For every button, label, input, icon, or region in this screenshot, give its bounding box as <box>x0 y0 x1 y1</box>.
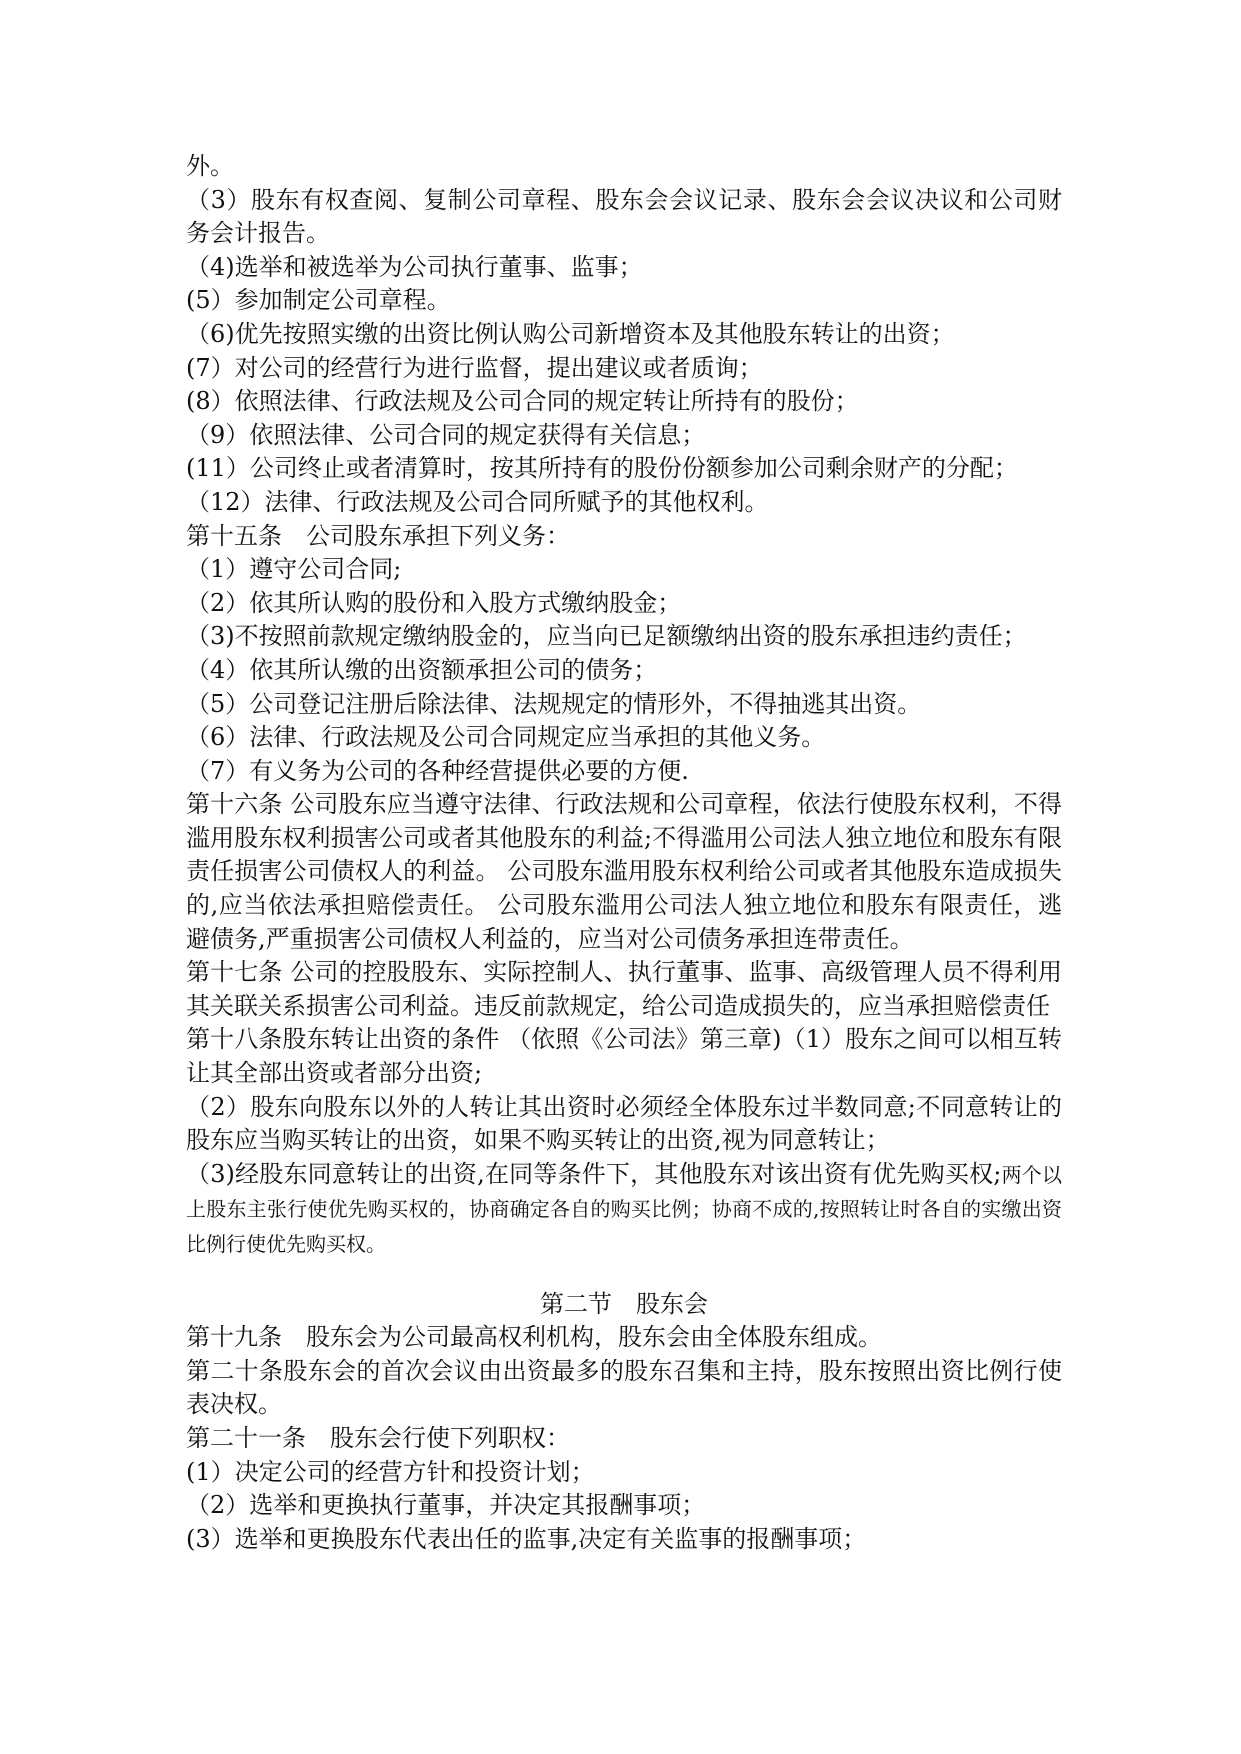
paragraph: （2）股东向股东以外的人转让其出资时必须经全体股东过半数同意;不同意转让的股东应当购买转让的出资，如果不购买转让的出资,视为同意转让； <box>186 1092 1062 1155</box>
section-title: 第二节 股东会 <box>540 1289 708 1318</box>
paragraph: (3）选举和更换股东代表出任的监事,决定有关监事的报酬事项； <box>186 1524 867 1553</box>
document-page <box>186 150 1062 1556</box>
paragraph: （2）依其所认购的股份和入股方式缴纳股金； <box>186 588 682 617</box>
paragraph: （6)优先按照实缴的出资比例认购公司新增资本及其他股东转让的出资； <box>186 319 955 348</box>
paragraph: （9）依照法律、公司合同的规定获得有关信息； <box>186 420 706 449</box>
paragraph: (5）参加制定公司章程。 <box>186 286 451 315</box>
paragraph: （4)选举和被选举为公司执行董事、监事； <box>186 252 643 281</box>
paragraph: （1）遵守公司合同; <box>186 555 402 584</box>
article-heading: 第十五条 公司股东承担下列义务： <box>186 521 570 550</box>
paragraphs-bottom <box>186 1321 1062 1556</box>
article-18: 第十八条股东转让出资的条件 （依照《公司法》第三章)（1）股东之间可以相互转让其全部出资或者部分出资; <box>186 1025 1062 1088</box>
article-17: 第十七条 公司的控股股东、实际控制人、执行董事、监事、高级管理人员不得利用其关联关系损害公司利益。违反前款规定，给公司造成损失的，应当承担赔偿责任 <box>186 958 1062 1020</box>
article-19: 第十九条 股东会为公司最高权利机构，股东会由全体股东组成。 <box>186 1323 882 1352</box>
paragraph-main-text: （3)经股东同意转让的出资,在同等条件下，其他股东对该出资有优先购买权; <box>186 1159 1002 1188</box>
article-21: 第二十一条 股东会行使下列职权： <box>186 1423 570 1452</box>
paragraph: 外。 <box>186 152 234 180</box>
paragraph: （2）选举和更换执行董事，并决定其报酬事项； <box>186 1491 706 1520</box>
paragraph: （6）法律、行政法规及公司合同规定应当承担的其他义务。 <box>186 723 826 752</box>
paragraph: （12）法律、行政法规及公司合同所赋予的其他权利。 <box>186 487 769 516</box>
paragraph: （3)不按照前款规定缴纳股金的，应当向已足额缴纳出资的股东承担违约责任； <box>186 622 1027 651</box>
paragraph: (1）决定公司的经营方针和投资计划； <box>186 1457 595 1486</box>
paragraph: （7）有义务为公司的各种经营提供必要的方便. <box>186 756 689 785</box>
article-16: 第十六条 公司股东应当遵守法律、行政法规和公司章程，依法行使股东权利，不得滥用股东权利损害公司或者其他股东的利益;不得滥用公司法人独立地位和股东有限责任损害公司债权人的利益。 公司股东滥用股东权利给公司或者其他股东造成损失的,应当依法承担赔偿责任。 公司股东滥用公司法人独立地位和股东有限责任，逃避债务,严重损害公司债权人利益的，应当对公司债务承担连带责任。 <box>186 790 1062 953</box>
paragraph: （5）公司登记注册后除法律、法规规定的情形外，不得抽逃其出资。 <box>186 689 922 718</box>
paragraph-small-text: 两个以上股东主张行使优先购买权的，协商确定各自的购买比例；协商不成的,按照转让时各自的实缴出资比例行使优先购买权。 <box>186 1162 1062 1256</box>
paragraph-mixed-size <box>186 1158 1062 1262</box>
paragraph: (11）公司终止或者清算时，按其所持有的股份份额参加公司剩余财产的分配； <box>186 454 1018 483</box>
article-20: 第二十条股东会的首次会议由出资最多的股东召集和主持，股东按照出资比例行使表决权。 <box>186 1356 1062 1419</box>
paragraph: (8）依照法律、行政法规及公司合同的规定转让所持有的股份； <box>186 387 859 416</box>
paragraph: （4）依其所认缴的出资额承担公司的债务； <box>186 655 658 684</box>
paragraphs-top <box>186 150 1062 1262</box>
paragraph: (7）对公司的经营行为进行监督，提出建议或者质询； <box>186 353 763 382</box>
paragraph: （3）股东有权查阅、复制公司章程、股东会会议记录、股东会会议决议和公司财务会计报告。 <box>186 185 1062 248</box>
